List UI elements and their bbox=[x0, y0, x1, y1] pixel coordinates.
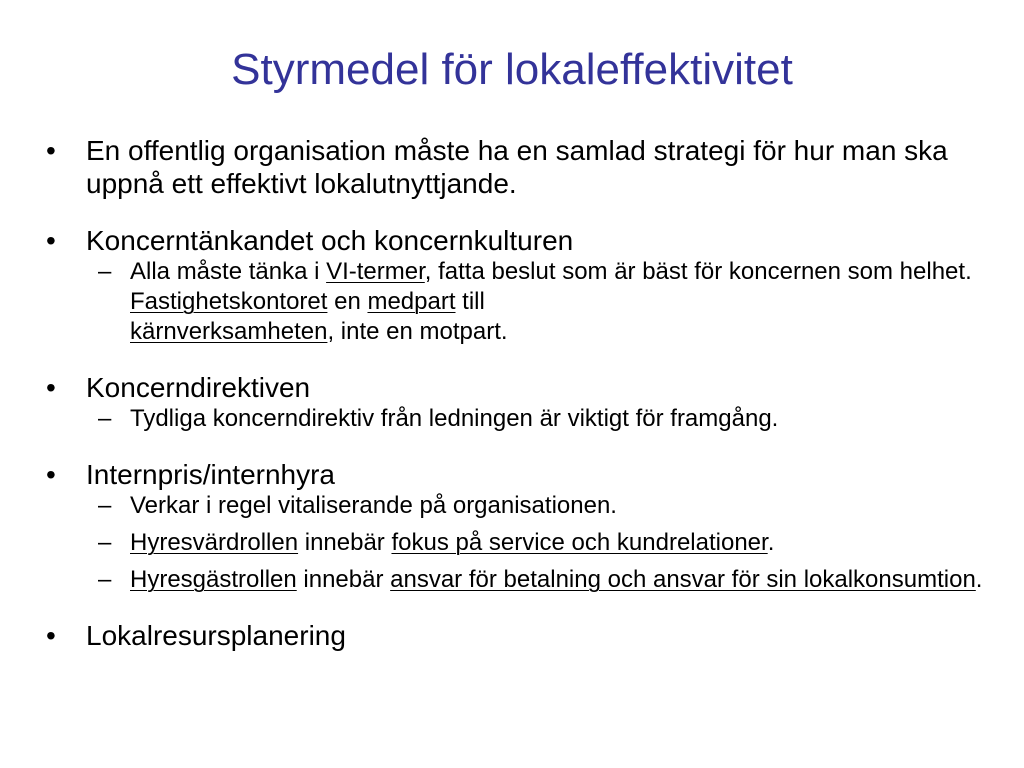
underlined-term: Fastighetskontoret bbox=[130, 288, 328, 315]
dash-icon: – bbox=[98, 529, 112, 556]
bullet-item bbox=[46, 134, 1006, 200]
sub-text: Verkar i regel vitaliserande på organisationen. bbox=[130, 492, 617, 519]
sub-text-part: . bbox=[767, 529, 775, 556]
dash-icon: – bbox=[98, 492, 112, 519]
bullet-icon: • bbox=[46, 225, 56, 256]
bullet-icon: • bbox=[46, 372, 56, 403]
sub-bullet-item bbox=[46, 565, 1006, 595]
bullet-icon: • bbox=[46, 135, 56, 166]
underlined-term: Hyresvärdrollen bbox=[130, 529, 299, 556]
dash-icon: – bbox=[98, 258, 112, 285]
slide-title: Styrmedel för lokaleffektivitet bbox=[231, 45, 793, 94]
sub-text-part: en bbox=[327, 288, 368, 315]
bullet-text: Lokalresursplanering bbox=[86, 620, 346, 651]
bullet-item bbox=[46, 619, 1006, 652]
dash-icon: – bbox=[98, 566, 112, 593]
underlined-term: VI-termer bbox=[326, 258, 425, 285]
sub-text-part: , fatta beslut som är bäst för koncernen som helhet. bbox=[424, 258, 972, 285]
sub-text-part: Alla måste tänka i bbox=[130, 258, 327, 285]
sub-text-part: innebär bbox=[296, 566, 391, 593]
underlined-term: medpart bbox=[367, 288, 456, 315]
dash-icon: – bbox=[98, 405, 112, 432]
sub-bullet-item bbox=[46, 257, 1006, 347]
sub-text-part: innebär bbox=[298, 529, 392, 556]
underlined-term: kärnverksamheten bbox=[130, 318, 328, 345]
slide-body bbox=[46, 134, 1006, 652]
bullet-item bbox=[46, 224, 1006, 257]
sub-text-part: , inte en motpart. bbox=[327, 318, 508, 345]
sub-bullet-item bbox=[46, 528, 1006, 558]
underlined-term: ansvar för betalning och ansvar för sin lokalkonsumtion bbox=[390, 566, 976, 593]
bullet-text: Koncerndirektiven bbox=[86, 372, 311, 403]
bullet-icon: • bbox=[46, 620, 56, 651]
sub-bullet-item bbox=[46, 404, 1006, 434]
bullet-icon: • bbox=[46, 459, 56, 490]
bullet-text: En offentlig organisation måste ha en samlad strategi för hur man ska uppnå ett effektivt lokalutnyttjande. bbox=[86, 135, 948, 199]
bullet-text: Koncerntänkandet och koncernkulturen bbox=[86, 225, 574, 256]
sub-text-part: till bbox=[455, 288, 485, 315]
sub-text: Tydliga koncerndirektiv från ledningen är viktigt för framgång. bbox=[130, 405, 779, 432]
underlined-term: Hyresgästrollen bbox=[130, 566, 297, 593]
bullet-text: Internpris/internhyra bbox=[86, 459, 336, 490]
bullet-item bbox=[46, 458, 1006, 491]
underlined-term: fokus på service och kundrelationer bbox=[391, 529, 768, 556]
sub-text-part: . bbox=[975, 566, 983, 593]
sub-bullet-item bbox=[46, 491, 1006, 521]
bullet-item bbox=[46, 371, 1006, 404]
